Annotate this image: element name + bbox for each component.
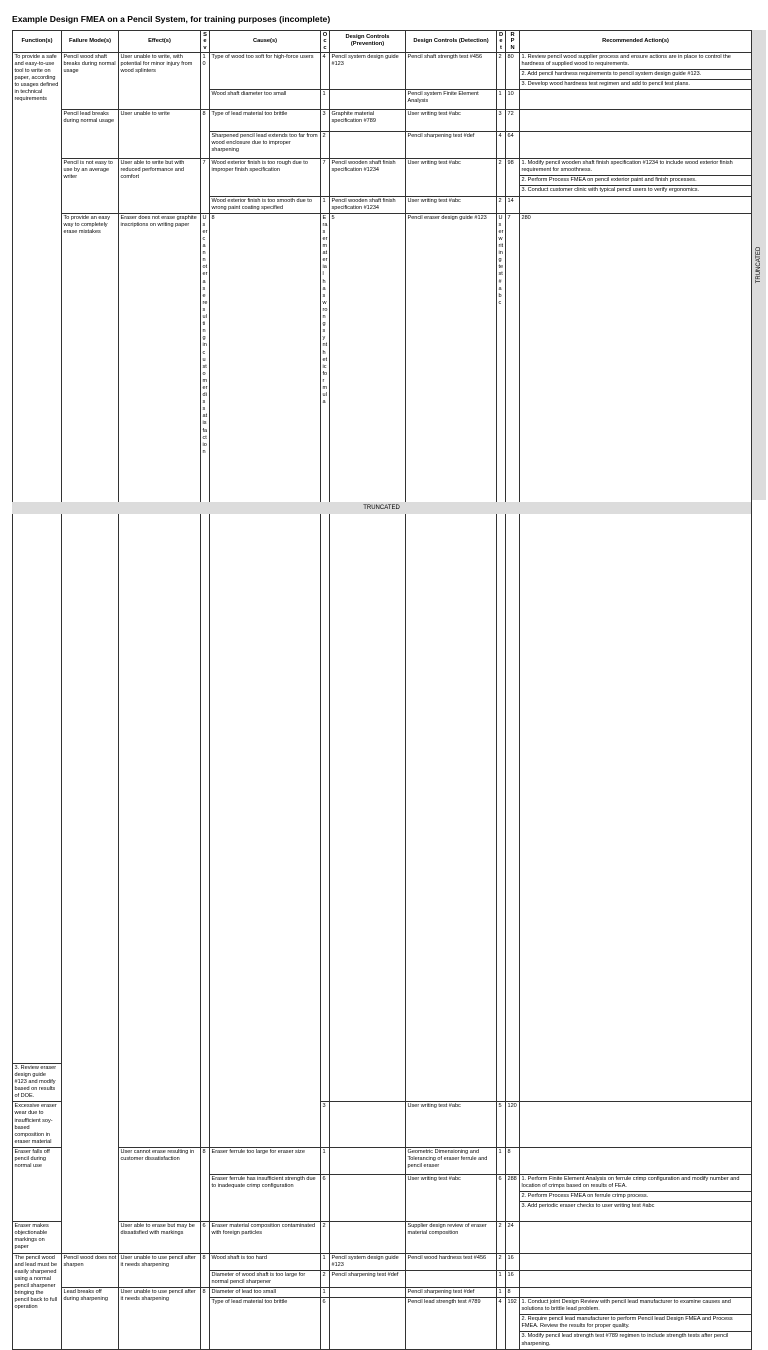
action-cell: [520, 1270, 752, 1287]
detection-cell: Pencil wood hardness test #456: [406, 1253, 497, 1270]
rpn-cell: 120: [506, 1102, 520, 1148]
occurrence-cell: 6: [321, 1298, 330, 1350]
prevention-cell: [330, 1222, 406, 1253]
action-cell: 1. Perform Finite Element Analysis on ferrule crimp configuration and modify number and location of crimps based on results of FEA.: [520, 1174, 752, 1191]
cause-cell: Wood shaft is too hard: [210, 1253, 321, 1270]
rpn-cell: 64: [506, 132, 520, 159]
detection-rating-cell: 2: [497, 159, 506, 196]
occurrence-cell: 1: [321, 1287, 330, 1297]
table-row: [13, 1287, 752, 1297]
cause-cell: Diameter of wood shaft is too large for normal pencil sharpener: [210, 1270, 321, 1287]
effect-cell: User cannot erase resulting in customer dissatisfaction: [201, 213, 210, 1147]
detection-rating-cell: 2: [497, 1253, 506, 1270]
function-cell: To provide a safe and easy-to-use tool to write on paper, according to usages defined in technical requirements: [13, 52, 62, 1063]
detection-rating-cell: 2: [497, 52, 506, 89]
failure-mode-cell: Pencil lead breaks during normal usage: [62, 110, 119, 159]
prevention-cell: Graphite material specification #789: [330, 110, 406, 132]
header-row: [13, 31, 752, 53]
cause-cell: Eraser material has wrong synthetic formula: [321, 213, 330, 1102]
prevention-cell: [330, 1147, 406, 1174]
truncated-band-right: [752, 30, 766, 500]
detection-rating-cell: 3: [497, 110, 506, 132]
header-severity: S e v: [201, 31, 210, 53]
occurrence-cell: 2: [321, 1222, 330, 1253]
action-cell: 2. Perform Process FMEA on ferrule crimp process.: [520, 1192, 752, 1202]
detection-cell: User writing test #abc: [406, 1102, 497, 1148]
severity-cell: 8: [201, 110, 210, 159]
header-failure-mode: Failure Mode(s): [62, 31, 119, 53]
action-cell: [520, 90, 752, 110]
effect-cell: User able to write but with reduced performance and comfort: [119, 159, 201, 214]
header-rpn: R P N: [506, 31, 520, 53]
effect-cell: User cannot erase resulting in customer dissatisfaction: [119, 1147, 201, 1221]
severity-cell: 8: [201, 1147, 210, 1221]
detection-cell: Supplier design review of eraser material composition: [406, 1222, 497, 1253]
header-actions: Recommended Action(s): [520, 31, 752, 53]
detection-cell: User writing test #abc: [406, 110, 497, 132]
prevention-cell: [330, 90, 406, 110]
header-prevention: Design Controls (Prevention): [330, 31, 406, 53]
detection-cell: Pencil sharpening test #def: [406, 132, 497, 159]
severity-cell: 8: [201, 1253, 210, 1287]
detection-cell: User writing test #abc: [406, 159, 497, 196]
occurrence-cell: 2: [321, 1270, 330, 1287]
fmea-table: [12, 30, 752, 1350]
detection-rating-cell: 7: [506, 213, 520, 1102]
severity-cell: 8: [201, 1287, 210, 1349]
cause-cell: Type of lead material too brittle: [210, 110, 321, 132]
header-occurrence: O c c: [321, 31, 330, 53]
action-cell: 3. Modify pencil lead strength test #789 regimen to include strength tests after pencil sharpening.: [520, 1332, 752, 1349]
table-row: [13, 213, 752, 748]
table-row: [13, 52, 752, 69]
header-detection-rating: D e t: [497, 31, 506, 53]
detection-rating-cell: 5: [497, 1102, 506, 1148]
rpn-cell: 24: [506, 1222, 520, 1253]
detection-cell: User writing test #abc: [406, 1174, 497, 1221]
severity-cell: 7: [201, 159, 210, 214]
rpn-cell: 72: [506, 110, 520, 132]
prevention-cell: Pencil eraser design guide #123: [406, 213, 497, 1102]
occurrence-cell: 3: [321, 110, 330, 132]
table-row: [13, 159, 752, 176]
prevention-cell: Pencil system design guide #123: [330, 52, 406, 89]
cause-cell: Sharpened pencil lead extends too far from wood enclosure due to improper sharpening: [210, 132, 321, 159]
function-cell: The pencil wood and lead must be easily sharpened using a normal pencil sharpener bringing the pencil back to full operation: [13, 1253, 62, 1349]
action-cell: [520, 1222, 752, 1253]
detection-rating-cell: 6: [497, 1174, 506, 1221]
failure-mode-cell: Pencil wood shaft breaks during normal usage: [62, 52, 119, 109]
effect-cell: User unable to write: [119, 110, 201, 159]
action-cell: [520, 132, 752, 159]
action-cell: 1. Modify pencil wooden shaft finish specification #1234 to include wood exterior finish requirement for smoothness.: [520, 159, 752, 176]
detection-rating-cell: 4: [497, 132, 506, 159]
table-row: [13, 1222, 752, 1253]
effect-cell: User unable to use pencil after it needs sharpening: [119, 1253, 201, 1287]
occurrence-cell: 1: [321, 1253, 330, 1270]
action-cell: 1. Review pencil wood supplier process and ensure actions are in place to control the hardness of supplied wood to requirements.: [520, 52, 752, 69]
occurrence-cell: 1: [321, 1147, 330, 1174]
action-cell: 3. Review eraser design guide #123 and modify based on results of DOE.: [13, 1063, 62, 1101]
effect-cell: User unable to write, with potential for minor injury from wood splinters: [119, 52, 201, 109]
detection-rating-cell: 1: [497, 1147, 506, 1174]
header-function: Function(s): [13, 31, 62, 53]
detection-rating-cell: 2: [497, 1222, 506, 1253]
prevention-cell: Pencil wooden shaft finish specification #1234: [330, 159, 406, 196]
rpn-cell: 80: [506, 52, 520, 89]
occurrence-cell: 5: [330, 213, 406, 1102]
prevention-cell: [330, 1174, 406, 1221]
prevention-cell: [330, 132, 406, 159]
severity-cell: 8: [210, 213, 321, 1147]
prevention-cell: Pencil wooden shaft finish specification #1234: [330, 196, 406, 213]
cause-cell: Eraser ferrule too large for eraser size: [210, 1147, 321, 1174]
prevention-cell: [330, 1102, 406, 1148]
action-cell: [520, 110, 752, 132]
occurrence-cell: 6: [321, 1174, 330, 1221]
detection-rating-cell: 1: [497, 90, 506, 110]
action-cell: [520, 1253, 752, 1270]
failure-mode-cell: Eraser does not erase graphite inscriptions on writing paper: [119, 213, 201, 1147]
detection-rating-cell: 1: [497, 1270, 506, 1287]
detection-cell: Pencil shaft strength test #456: [406, 52, 497, 89]
action-cell: 2. Add pencil hardness requirements to pencil system design guide #123.: [520, 69, 752, 79]
failure-mode-cell: Lead breaks off during sharpening: [62, 1287, 119, 1349]
rpn-cell: 8: [506, 1147, 520, 1174]
detection-cell: Geometric Dimensioning and Tolerancing of eraser ferrule and pencil eraser: [406, 1147, 497, 1174]
detection-rating-cell: 2: [497, 196, 506, 213]
table-row: [13, 1147, 752, 1174]
prevention-cell: Pencil system design guide #123: [330, 1253, 406, 1270]
cause-cell: Wood exterior finish is too smooth due to wrong paint coating specified: [210, 196, 321, 213]
rpn-cell: 280: [520, 213, 752, 1102]
rpn-cell: 16: [506, 1253, 520, 1270]
failure-mode-cell: Pencil wood does not sharpen: [62, 1253, 119, 1287]
detection-cell: Pencil sharpening test #def: [406, 1287, 497, 1297]
occurrence-cell: 7: [321, 159, 330, 196]
action-cell: [520, 1287, 752, 1297]
action-cell: 3. Conduct customer clinic with typical pencil users to verify ergonomics.: [520, 186, 752, 196]
cause-cell: Diameter of lead too small: [210, 1287, 321, 1297]
rpn-cell: 288: [506, 1174, 520, 1221]
header-cause: Cause(s): [210, 31, 321, 53]
prevention-cell: Pencil sharpening test #def: [330, 1270, 406, 1287]
action-cell: [520, 1102, 752, 1148]
detection-rating-cell: 1: [497, 1287, 506, 1297]
cause-cell: Eraser material composition contaminated with foreign particles: [210, 1222, 321, 1253]
occurrence-cell: 2: [321, 132, 330, 159]
header-effect: Effect(s): [119, 31, 201, 53]
failure-mode-cell: Pencil is not easy to use by an average writer: [62, 159, 119, 214]
effect-cell: User able to erase but may be dissatisfied with markings: [119, 1222, 201, 1253]
function-cell: To provide an easy way to completely erase mistakes: [62, 213, 119, 1253]
action-cell: [520, 1147, 752, 1174]
table-row: [13, 1253, 752, 1270]
cause-cell: Wood exterior finish is too rough due to improper finish specification: [210, 159, 321, 196]
severity-cell: 10: [201, 52, 210, 109]
page-title: Example Design FMEA on a Pencil System, for training purposes (incomplete): [12, 14, 331, 24]
rpn-cell: 98: [506, 159, 520, 196]
detection-cell: User writing test #abc: [497, 213, 506, 1102]
cause-cell: Eraser ferrule has insufficient strength due to inadequate crimp configuration: [210, 1174, 321, 1221]
detection-cell: Pencil system Finite Element Analysis: [406, 90, 497, 110]
rpn-cell: 14: [506, 196, 520, 213]
rpn-cell: 192: [506, 1298, 520, 1350]
severity-cell: 6: [201, 1222, 210, 1253]
detection-rating-cell: 4: [497, 1298, 506, 1350]
failure-mode-cell: Eraser makes objectionable markings on paper: [13, 1222, 62, 1253]
action-cell: 1. Conduct joint Design Review with pencil lead manufacturer to examine causes and solutions to brittle lead problem.: [520, 1298, 752, 1315]
header-detection: Design Controls (Detection): [406, 31, 497, 53]
failure-mode-cell: Eraser falls off pencil during normal use: [13, 1147, 62, 1221]
prevention-cell: [330, 1287, 406, 1297]
occurrence-cell: 4: [321, 52, 330, 89]
rpn-cell: 10: [506, 90, 520, 110]
table-row: [13, 110, 752, 132]
cause-cell: Excessive eraser wear due to insufficient soy-based composition in eraser material: [13, 1102, 62, 1148]
truncated-band-bottom: TRUNCATED: [12, 502, 751, 514]
action-cell: 2. Perform Process FMEA on pencil exterior paint and finish processes.: [520, 176, 752, 186]
action-cell: 2. Require pencil lead manufacturer to perform Pencil lead Design FMEA and Process FMEA. Review the results for proper quality.: [520, 1315, 752, 1332]
truncated-label-right: TRUNCATED: [756, 246, 762, 284]
occurrence-cell: 1: [321, 196, 330, 213]
rpn-cell: 8: [506, 1287, 520, 1297]
action-cell: [520, 196, 752, 213]
cause-cell: Type of wood too soft for high-force users: [210, 52, 321, 89]
detection-cell: Pencil lead strength test #789: [406, 1298, 497, 1350]
action-cell: 3. Add periodic eraser checks to user writing test #abc: [520, 1202, 752, 1222]
effect-cell: User unable to use pencil after it needs sharpening: [119, 1287, 201, 1349]
action-cell: 3. Develop wood hardness test regimen and add to pencil test plans.: [520, 80, 752, 90]
detection-cell: [406, 1270, 497, 1287]
rpn-cell: 16: [506, 1270, 520, 1287]
cause-cell: Wood shaft diameter too small: [210, 90, 321, 110]
occurrence-cell: 3: [321, 1102, 330, 1148]
occurrence-cell: 1: [321, 90, 330, 110]
cause-cell: Type of lead material too brittle: [210, 1298, 321, 1350]
prevention-cell: [330, 1298, 406, 1350]
detection-cell: User writing test #abc: [406, 196, 497, 213]
